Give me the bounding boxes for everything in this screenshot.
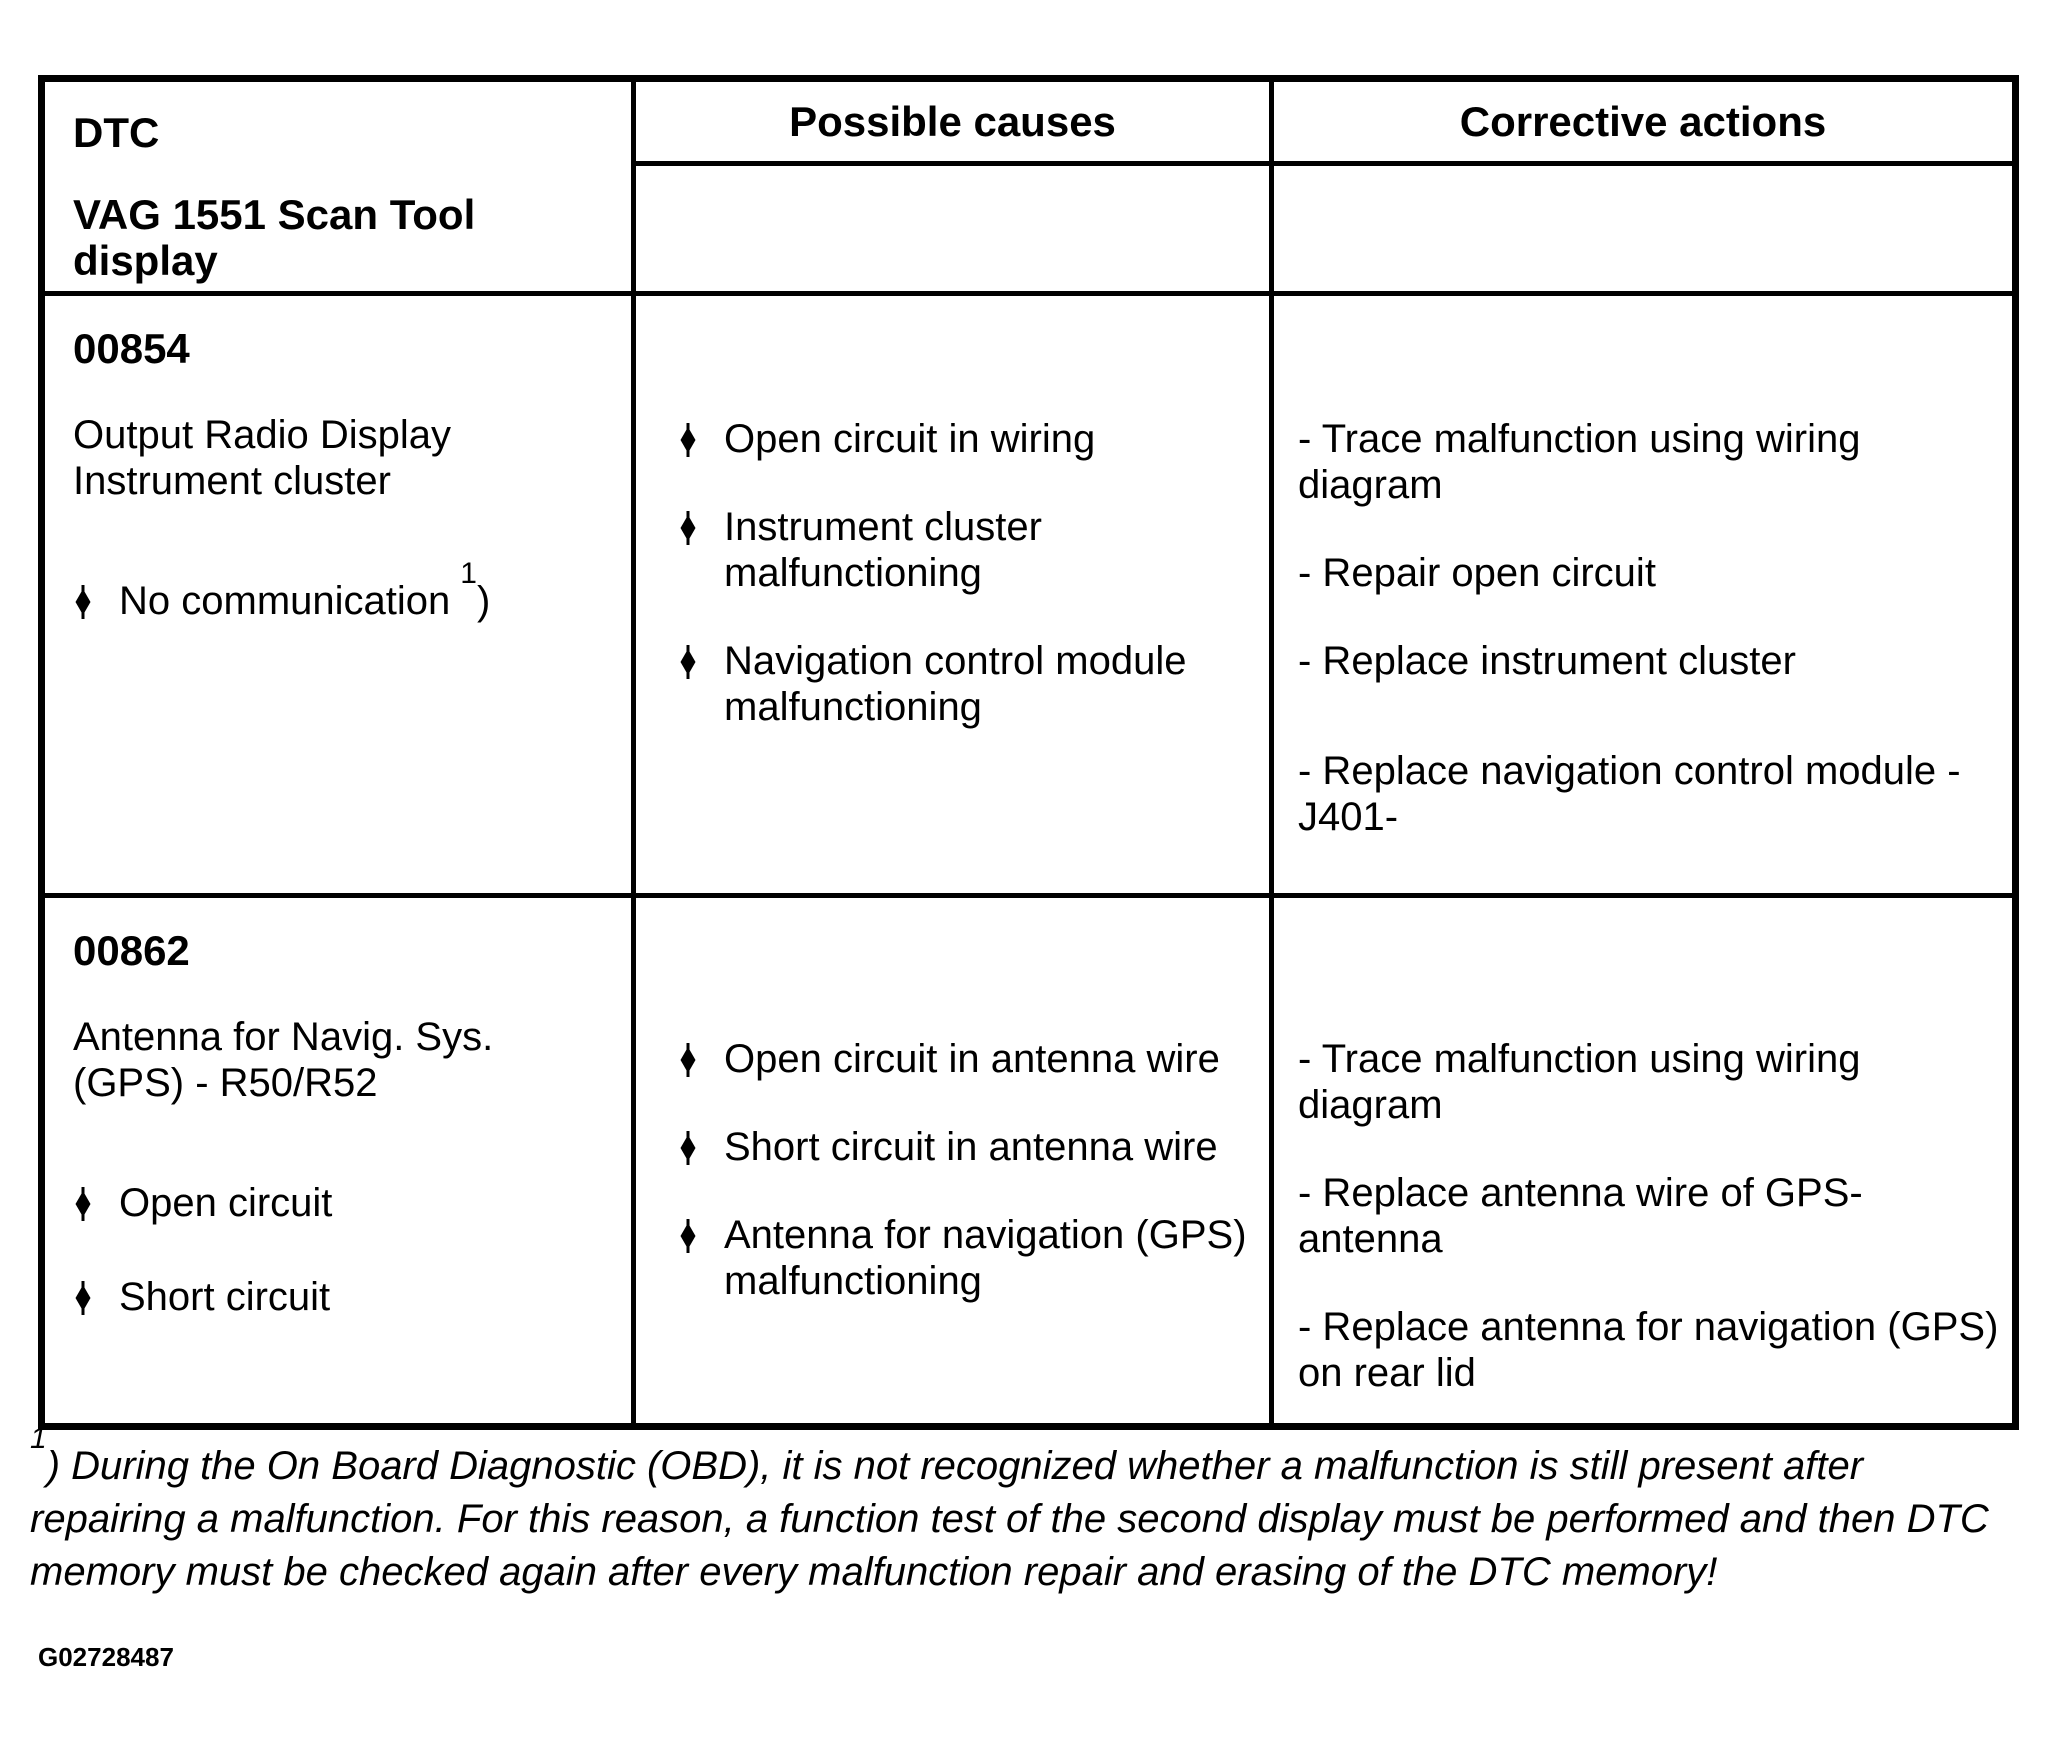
table-row	[42, 896, 2016, 1427]
scan-tool-label: VAG 1551 Scan Tool display	[73, 191, 476, 284]
causes-cell	[634, 294, 1272, 896]
table-row	[42, 294, 2016, 896]
cause-text: Short circuit in antenna wire	[724, 1125, 1218, 1169]
footnote-ref: 1	[460, 556, 477, 590]
diamond-bullet-icon	[73, 585, 93, 619]
footnote-ref: 1	[30, 1421, 47, 1455]
action-text: - Trace malfunction using wiring diagram	[1298, 1037, 1861, 1127]
action-text: - Repair open circuit	[1298, 551, 1656, 595]
list-item	[678, 638, 1257, 730]
corrective-actions-header: Corrective actions	[1272, 79, 2016, 164]
possible-causes-header: Possible causes	[634, 79, 1272, 164]
action-text: - Replace navigation control module - J401-	[1298, 749, 1961, 839]
action-text: - Replace antenna for navigation (GPS) on rear lid	[1298, 1305, 1999, 1395]
list-item	[678, 1212, 1257, 1304]
dtc-description: Antenna for Navig. Sys. (GPS) - R50/R52	[73, 1015, 494, 1105]
action-text: - Replace instrument cluster	[1298, 639, 1796, 683]
list-item	[73, 1180, 611, 1226]
header-row	[42, 79, 2016, 164]
diamond-bullet-icon	[73, 1281, 93, 1315]
list-item	[73, 1274, 611, 1320]
symptom-text: No communication$^1$)	[119, 556, 491, 623]
list-item	[678, 504, 1257, 596]
dtc-cell	[42, 294, 634, 896]
cause-text: Open circuit in wiring	[724, 417, 1096, 461]
dtc-header-cell	[42, 79, 634, 294]
symptom-text: Open circuit	[119, 1181, 333, 1225]
cause-text: Antenna for navigation (GPS) malfunctioning	[724, 1213, 1247, 1303]
action-text: - Trace malfunction using wiring diagram	[1298, 417, 1861, 507]
cause-text: Open circuit in antenna wire	[724, 1037, 1220, 1081]
list-item	[678, 1036, 1257, 1082]
symptom-text: Short circuit	[119, 1275, 331, 1319]
diamond-bullet-icon	[678, 645, 698, 679]
symptom-list	[73, 1180, 611, 1320]
cause-text: Instrument cluster malfunctioning	[724, 505, 1042, 595]
dtc-code: 00854	[73, 325, 190, 372]
symptom-list	[73, 556, 611, 624]
actions-cell	[1272, 294, 2016, 896]
empty-cell	[1272, 164, 2016, 294]
diamond-bullet-icon	[678, 511, 698, 545]
dtc-description: Output Radio Display Instrument cluster	[73, 413, 451, 503]
causes-cell	[634, 896, 1272, 1427]
empty-cell	[634, 164, 1272, 294]
diamond-bullet-icon	[678, 423, 698, 457]
diamond-bullet-icon	[73, 1187, 93, 1221]
list-item	[73, 556, 611, 624]
list-item	[678, 1124, 1257, 1170]
diamond-bullet-icon	[678, 1043, 698, 1077]
diamond-bullet-icon	[678, 1131, 698, 1165]
action-text: - Replace antenna wire of GPS-antenna	[1298, 1171, 1863, 1261]
figure-id: G02728487	[38, 1642, 174, 1672]
actions-cell	[1272, 896, 2016, 1427]
dtc-cell	[42, 896, 634, 1427]
dtc-code: 00862	[73, 927, 190, 974]
list-item	[678, 416, 1257, 462]
diamond-bullet-icon	[678, 1219, 698, 1253]
dtc-table	[38, 75, 2019, 1430]
dtc-header-label: DTC	[73, 109, 160, 156]
cause-text: Navigation control module malfunctioning	[724, 639, 1187, 729]
footnote-text: $^1$) During the On Board Diagnostic (OBD), it is not recognized whether a malfunction is still present after repairing a malfunction. For this reason, a function test of the second display must be performed and then DTC memory must be checked again after every malfunction repair and erasing of the DTC memory!	[30, 1421, 1989, 1594]
